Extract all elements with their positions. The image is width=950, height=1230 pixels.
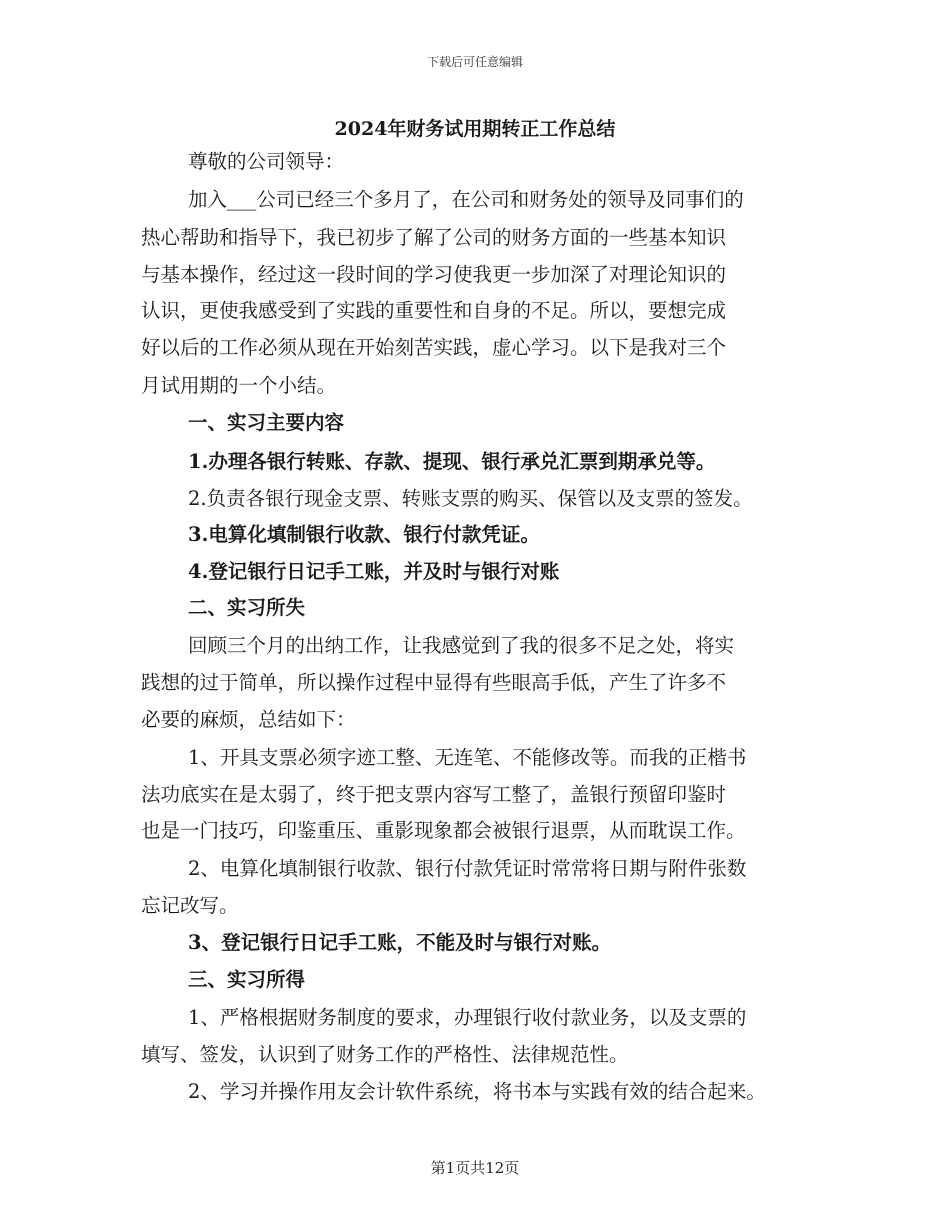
body-line: 好以后的工作必须从现在开始刻苦实践，虚心学习。以下是我对三个 [141, 336, 727, 359]
list-item: 2.负责各银行现金支票、转账支票的购买、保管以及支票的签发。 [188, 487, 753, 510]
list-item: 2、电算化填制银行收款、银行付款凭证时常常将日期与附件张数 [188, 857, 747, 880]
page-header-note: 下载后可任意编辑 [426, 55, 523, 69]
body-line: 也是一门技巧，印鉴重压、重影现象都会被银行退票，从而耽误工作。 [141, 819, 746, 842]
body-line: 回顾三个月的出纳工作，让我感觉到了我的很多不足之处，将实 [188, 634, 735, 657]
document-title: 2024年财务试用期转正工作总结 [334, 118, 616, 140]
salutation: 尊敬的公司领导： [188, 150, 345, 173]
list-item: 1、严格根据财务制度的要求，办理银行收付款业务，以及支票的 [188, 1006, 747, 1029]
section-heading: 二、实习所失 [188, 596, 306, 619]
body-line: 法功底实在是太弱了，终于把支票内容写工整了，盖银行预留印鉴时 [141, 783, 727, 806]
page-number: 第1页共12页 [430, 1159, 520, 1177]
list-item: 3、登记银行日记手工账，不能及时与银行对账。 [188, 931, 612, 954]
body-line: 必要的麻烦，总结如下： [141, 708, 356, 731]
body-line: 填写、签发，认识到了财务工作的严格性、法律规范性。 [141, 1043, 629, 1066]
list-item: 4.登记银行日记手工账，并及时与银行对账 [188, 560, 560, 583]
list-item: 3.电算化填制银行收款、银行付款凭证。 [188, 523, 540, 546]
list-item: 1、开具支票必须字迹工整、无连笔、不能修改等。而我的正楷书 [188, 746, 747, 769]
body-line: 认识，更使我感受到了实践的重要性和自身的不足。所以，要想完成 [141, 299, 727, 322]
list-item: 2、学习并操作用友会计软件系统，将书本与实践有效的结合起来。 [188, 1080, 766, 1103]
body-line: 与基本操作，经过这一段时间的学习使我更一步加深了对理论知识的 [141, 263, 727, 286]
body-line: 月试用期的一个小结。 [141, 374, 337, 397]
body-line: 践想的过于简单，所以操作过程中显得有些眼高手低，产生了许多不 [141, 671, 727, 694]
body-line: 热心帮助和指导下，我已初步了解了公司的财务方面的一些基本知识 [141, 226, 727, 249]
body-line: 加入___公司已经三个多月了，在公司和财务处的领导及同事们的 [188, 188, 744, 211]
section-heading: 一、实习主要内容 [188, 411, 345, 434]
body-line: 忘记改写。 [141, 894, 239, 917]
section-heading: 三、实习所得 [188, 968, 306, 991]
list-item: 1.办理各银行转账、存款、提现、银行承兑汇票到期承兑等。 [188, 450, 716, 473]
